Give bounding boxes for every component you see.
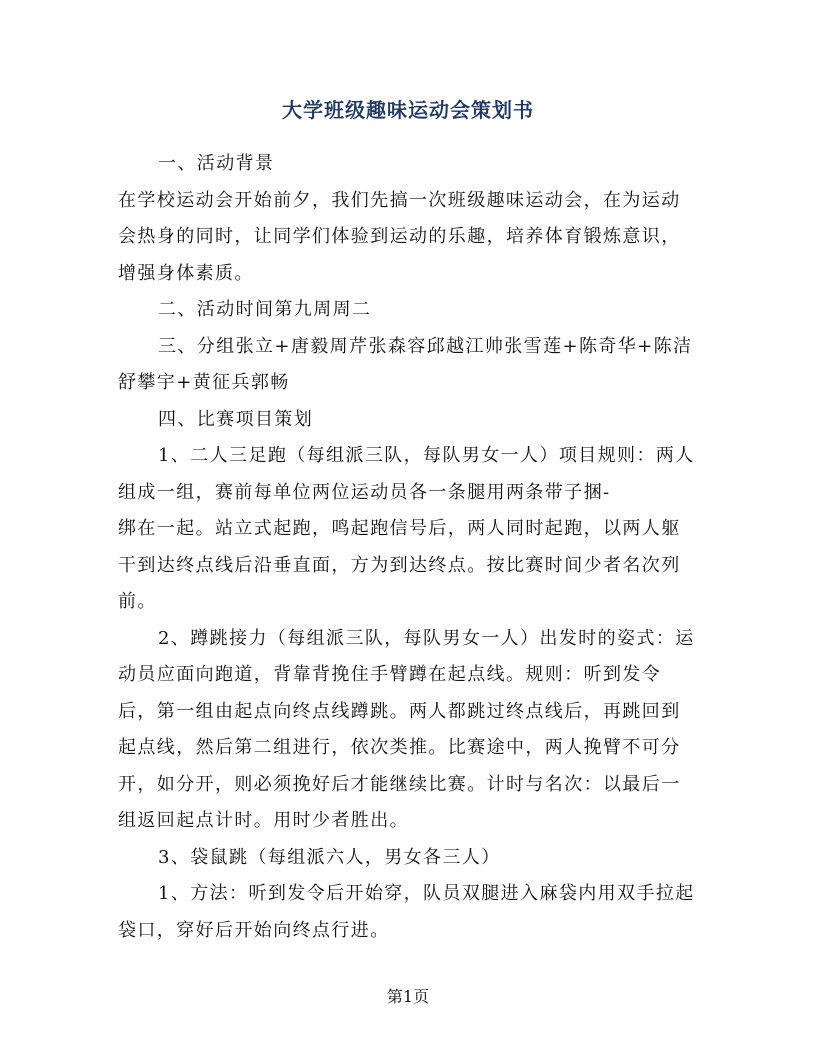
paragraph-event-2: 2、蹲跳接力（每组派三队，每队男女一人）出发时的姿式：运动员应面向跑道，背靠背挽住手臂蹲在起点线。规则：听到发令后，第一组由起点向终点线蹲跳。两人都跳过终点线后，再跳回到起点线，然后第二组进行，依次类推。比赛途中，两人挽臂不可分开，如分开，则必须挽好后才能继续比赛。计时与名次：以最后一组返回起点计时。用时少者胜出。 xyxy=(118,627,695,831)
page-number: 第1页 xyxy=(386,987,430,1006)
section-heading-background: 一、活动背景 xyxy=(158,153,275,174)
paragraph-event-3-method: 1、方法：听到发令后开始穿，队员双腿进入麻袋内用双手拉起袋口，穿好后开始向终点行进。 xyxy=(118,883,695,941)
paragraph-groups: 三、分组张立+唐毅周芹张森容邱越江帅张雪莲+陈奇华+陈洁舒攀宇+黄征兵郭畅 xyxy=(118,335,693,393)
paragraph-event-1-continued: 绑在一起。站立式起跑，鸣起跑信号后，两人同时起跑，以两人躯干到达终点线后沿垂直面，方为到达终点。按比赛时间少者名次列前。 xyxy=(118,518,681,612)
section-heading-events: 四、比赛项目策划 xyxy=(158,408,314,430)
document-title: 大学班级趣味运动会策划书 xyxy=(282,98,534,122)
paragraph-event-1: 1、二人三足跑（每组派三队，每队男女一人）项目规则：两人组成一组，赛前每单位两位运动员各一条腿用两条带子捆- xyxy=(118,445,695,503)
paragraph-background: 在学校运动会开始前夕，我们先搞一次班级趣味运动会，在为运动会热身的同时，让同学们体验到运动的乐趣，培养体育锻炼意识，增强身体素质。 xyxy=(118,189,681,284)
document-body xyxy=(118,146,696,949)
section-heading-time: 二、活动时间第九周周二 xyxy=(158,299,372,320)
paragraph-event-3: 3、袋鼠跳（每组派六人，男女各三人） xyxy=(158,846,501,868)
